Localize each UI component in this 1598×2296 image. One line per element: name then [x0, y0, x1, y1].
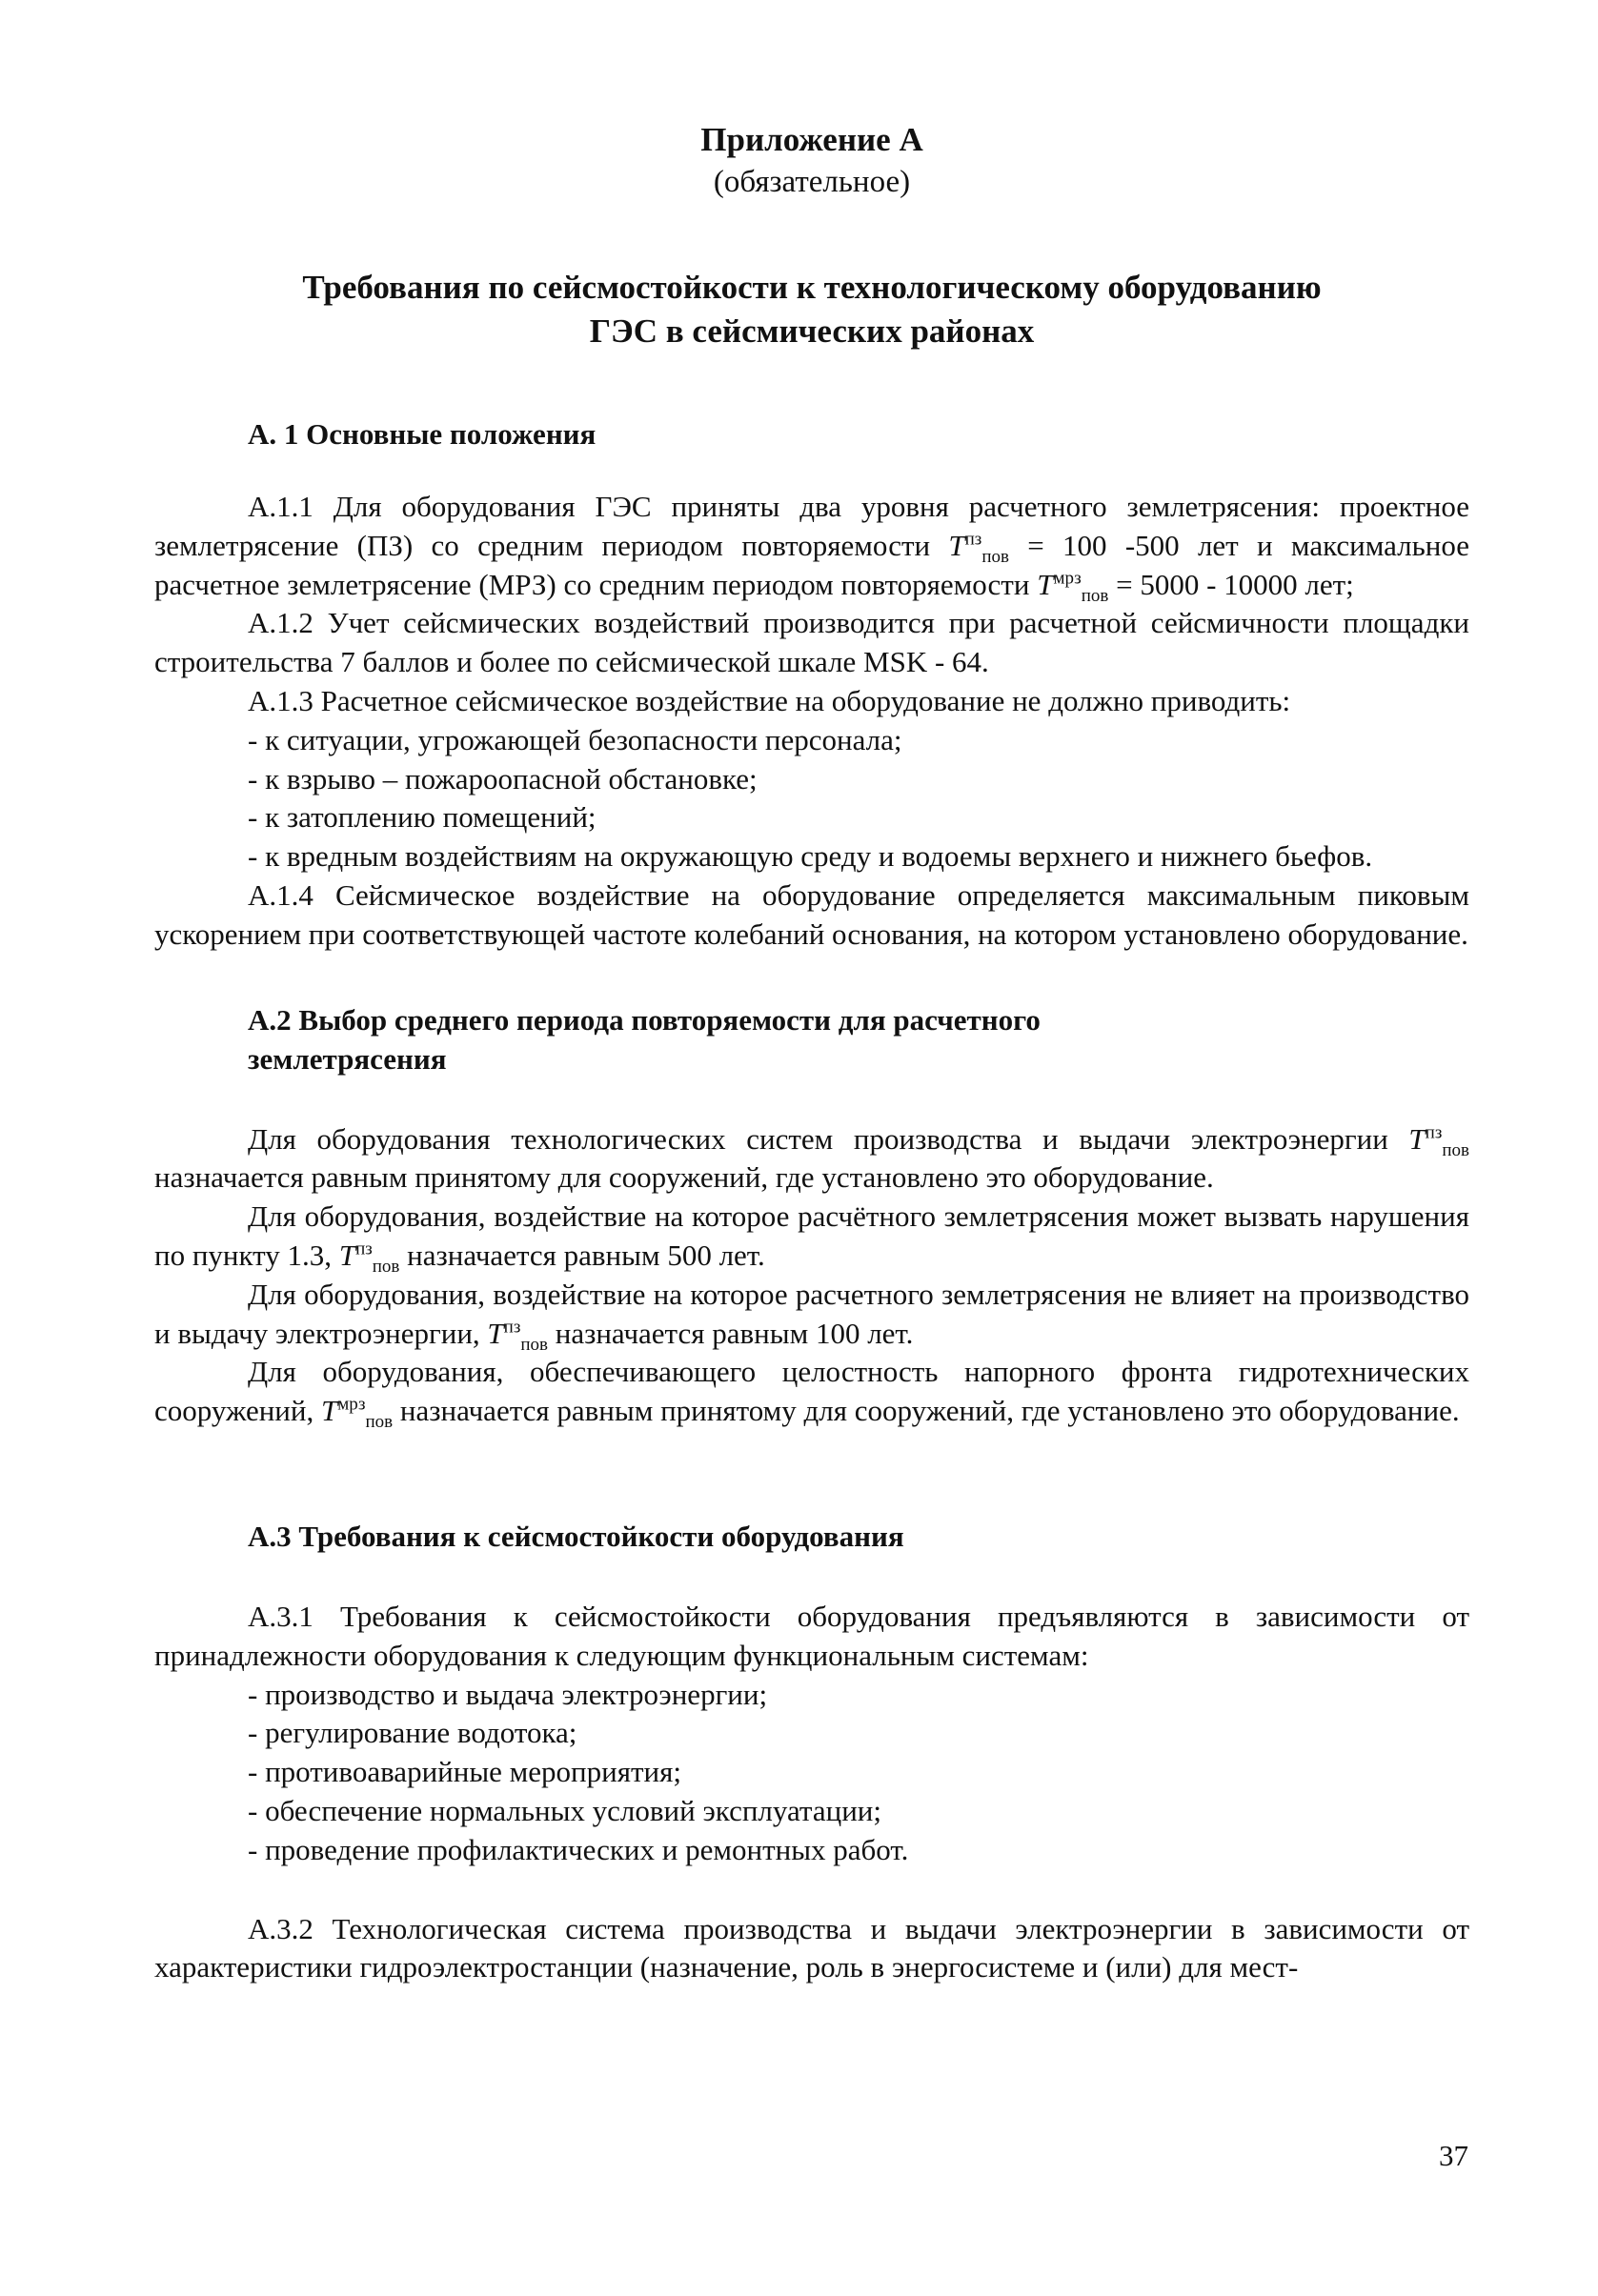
symbol-t: T — [338, 1238, 356, 1272]
page-number: 37 — [1439, 2139, 1468, 2172]
document-title-line1: Требования по сейсмостойкости к технологическому оборудованию — [302, 269, 1322, 306]
list-item: - производство и выдача электроэнергии; — [248, 1677, 768, 1711]
paragraph-a2-4: Для оборудования, обеспечивающего целостность напорного фронта гидротехнических сооружений, $T^{мрз}_{пов}$ назначается равным принятому для сооружений, где установлено это оборудование. — [154, 1355, 1469, 1433]
section-a2-heading: А.2 Выбор среднего периода повторяемости для расчетного землетрясения — [248, 1002, 1041, 1076]
document-title — [154, 266, 1469, 353]
symbol-t: T — [1408, 1121, 1426, 1156]
document-title-line2: ГЭС в сейсмических районах — [589, 312, 1035, 350]
list-item: - к ситуации, угрожающей безопасности персонала; — [248, 722, 902, 756]
appendix-status: (обязательное) — [713, 165, 911, 199]
list-item: - к затоплению помещений; — [248, 800, 597, 835]
paragraph-a3-2: А.3.2 Технологическая система производства и выдачи электроэнергии в зависимости от характеристики гидроэлектростанции (назначение, роль в энергосистеме и (или) для мест- — [154, 1911, 1469, 1984]
symbol-t: T — [320, 1394, 338, 1428]
section-a3-heading: А.3 Требования к сейсмостойкости оборудования — [248, 1519, 904, 1553]
symbol-t: T — [487, 1316, 504, 1350]
paragraph-a1-3: А.1.3 Расчетное сейсмическое воздействие на оборудование не должно приводить: — [248, 683, 1291, 717]
section-a1-heading: А. 1 Основные положения — [248, 417, 597, 451]
list-item: - к вредным воздействиям на окружающую среду и водоемы верхнего и нижнего бьефов. — [248, 839, 1373, 874]
paragraph-a1-4: А.1.4 Сейсмическое воздействие на оборудование определяется максимальным пиковым ускорением при соответствующей частоте колебаний основания, на котором установлено оборудование. — [154, 877, 1469, 951]
appendix-title: Приложение А — [700, 121, 923, 158]
list-item: - к взрыво – пожароопасной обстановке; — [248, 761, 758, 796]
paragraph-a2-1: Для оборудования технологических систем производства и выдачи электроэнергии $T^{пз}_{пов}$ назначается равным принятому для сооружений, где установлено это оборудование. — [154, 1121, 1469, 1195]
paragraph-a2-2: Для оборудования, воздействие на которое расчётного землетрясения может вызвать нарушения по пункту 1.3, $T^{пз}_{пов}$ назначается равным 500 лет. — [154, 1199, 1469, 1278]
list-item: - обеспечение нормальных условий эксплуатации; — [248, 1793, 882, 1827]
symbol-t: T — [948, 528, 965, 562]
list-item: - регулирование водотока; — [248, 1716, 577, 1750]
paragraph-a3-1: А.3.1 Требования к сейсмостойкости оборудования предъявляются в зависимости от принадлежности оборудования к следующим функциональным системам: — [154, 1599, 1469, 1672]
paragraph-a2-3: Для оборудования, воздействие на которое расчетного землетрясения не влияет на производство и выдачу электроэнергии, $T^{пз}_{пов}$ назначается равным 100 лет. — [154, 1277, 1469, 1355]
symbol-t: T — [1037, 567, 1054, 601]
page-content — [154, 119, 1469, 1987]
paragraph-a1-2: А.1.2 Учет сейсмических воздействий производится при расчетной сейсмичности площадки строительства 7 баллов и более по сейсмической шкале MSK - 64. — [154, 606, 1469, 679]
paragraph-a1-1: А.1.1 Для оборудования ГЭС приняты два уровня расчетного землетрясения: проектное землетрясение (ПЗ) со средним периодом повторяемости $T^{пз}_{пов} = 100$ -500 лет и максимальное расчетное землетрясение (МРЗ) со средним периодом повторяемости $T^{мрз}_{пов} = 5000 - 10000$ лет; — [154, 490, 1469, 606]
list-item: - проведение профилактических и ремонтных работ. — [248, 1832, 909, 1866]
list-item: - противоаварийные мероприятия; — [248, 1755, 681, 1789]
